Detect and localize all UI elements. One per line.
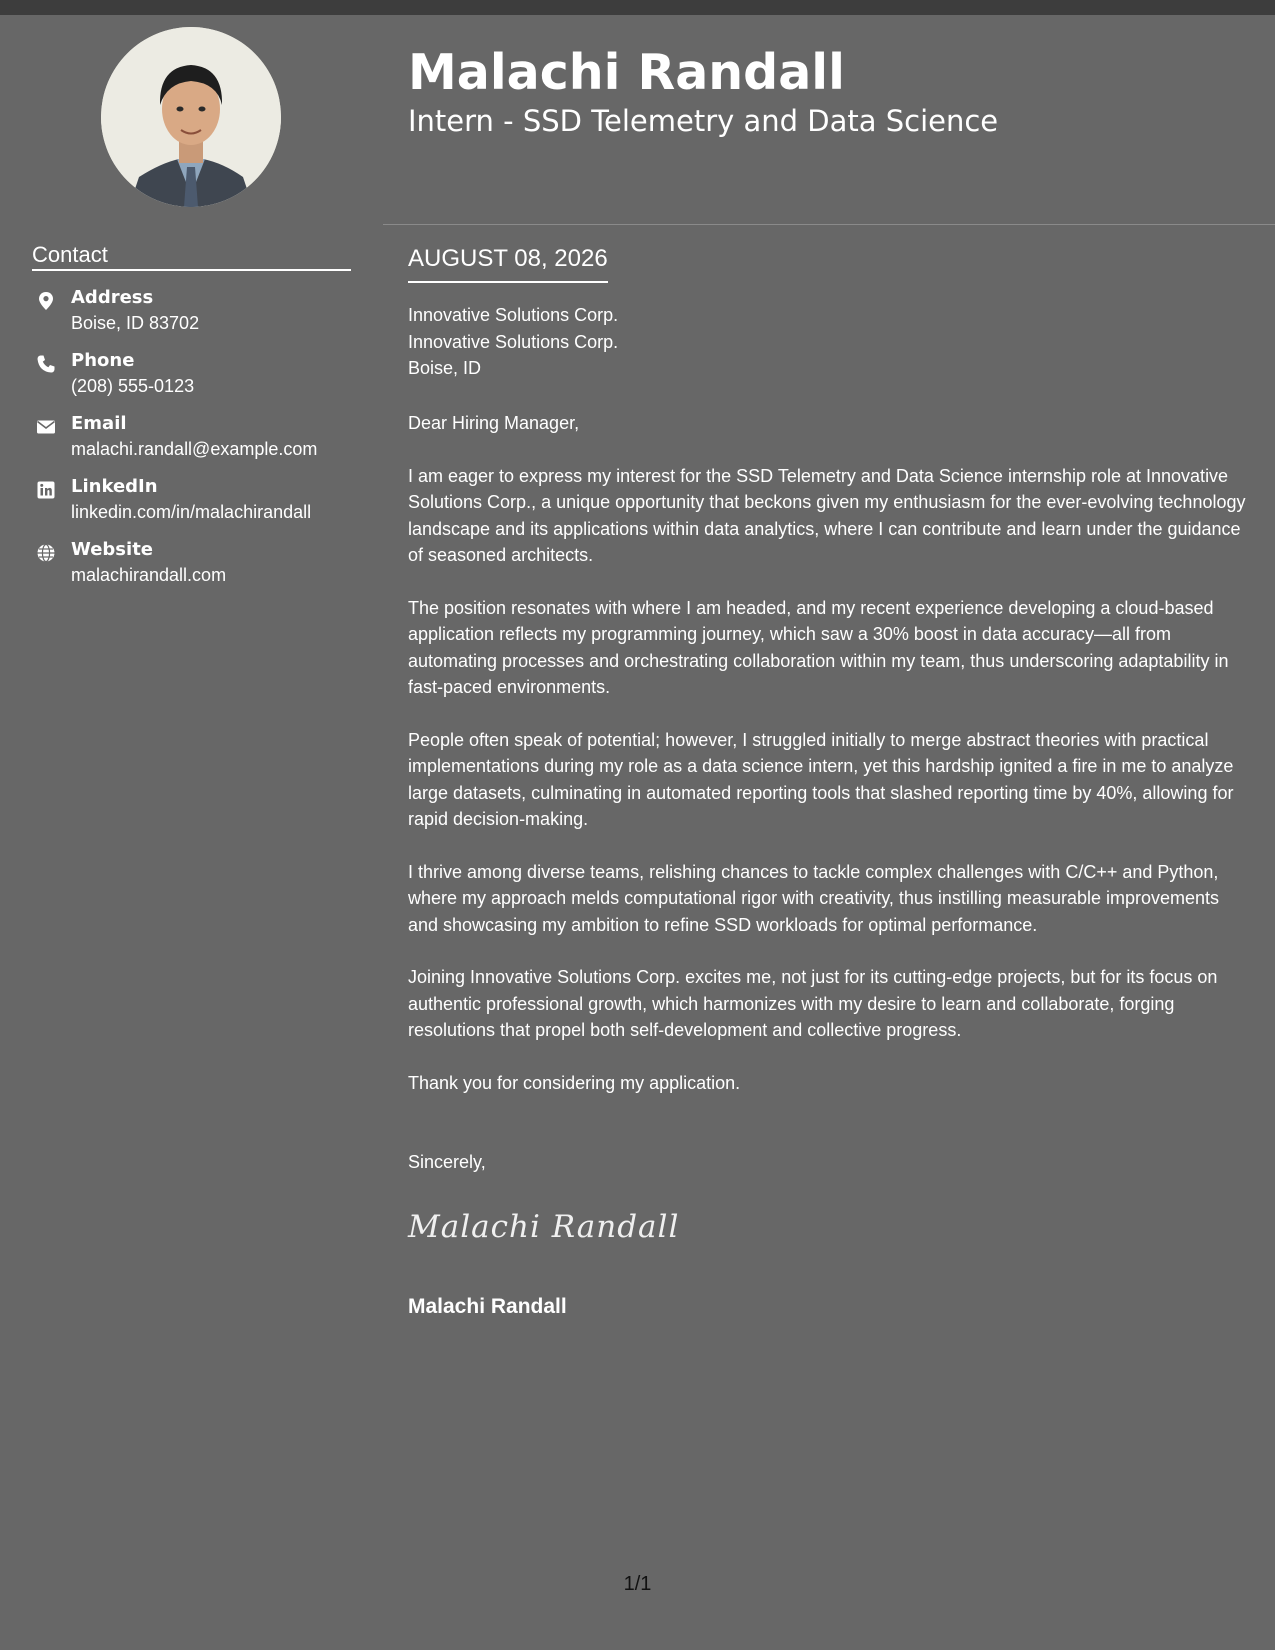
location-pin-icon bbox=[36, 291, 56, 311]
header-divider bbox=[383, 224, 1275, 225]
contact-value[interactable]: malachi.randall@example.com bbox=[71, 439, 318, 459]
letter-paragraph: I am eager to express my interest for the SSD Telemetry and Data Science internship role at Innovative Solutions Corp., a unique opportunity that beckons given my enthusiasm for the ever-evolving technology landscape and its applications within data analytics, where I can contribute and learn under the guidance of seasoned architects. bbox=[408, 465, 1246, 565]
salutation: Dear Hiring Manager, bbox=[408, 413, 580, 433]
letter-date: AUGUST 08, 2026 bbox=[408, 240, 608, 283]
contact-value[interactable]: malachirandall.com bbox=[71, 565, 227, 585]
recipient-line: Boise, ID bbox=[408, 358, 482, 378]
contact-label: Phone bbox=[71, 350, 135, 371]
contact-label: LinkedIn bbox=[71, 476, 158, 497]
contact-heading: Contact bbox=[32, 238, 351, 271]
contact-value: Boise, ID 83702 bbox=[71, 313, 200, 333]
recipient-block bbox=[408, 302, 618, 382]
contact-label: Address bbox=[71, 287, 154, 308]
letter-paragraph: People often speak of potential; however, I struggled initially to merge abstract theories with practical implementations during my role as a data science intern, yet this hardship ignited a fire in me to analyze large datasets, culminating in automated reporting tools that slashed reporting time by 40%, allowing for rapid decision-making. bbox=[408, 729, 1234, 829]
recipient-line: Innovative Solutions Corp. bbox=[408, 331, 619, 352]
page-number: 1/1 bbox=[623, 1573, 652, 1595]
letter-paragraph: I thrive among diverse teams, relishing chances to tackle complex challenges with C/C++ and Python, where my approach melds computational rigor with creativity, thus instilling measurable improvements and showcasing my ambition to refine SSD workloads for optimal performance. bbox=[408, 861, 1220, 935]
linkedin-icon bbox=[36, 480, 56, 500]
top-bar bbox=[0, 0, 1275, 15]
signer-name: Malachi Randall bbox=[408, 1295, 567, 1318]
avatar bbox=[101, 27, 281, 207]
contact-label: Website bbox=[71, 539, 154, 560]
contact-website bbox=[32, 538, 352, 594]
closing: Sincerely, bbox=[408, 1152, 486, 1172]
contact-label: Email bbox=[71, 413, 127, 434]
contact-phone bbox=[32, 349, 352, 405]
envelope-icon bbox=[36, 417, 56, 437]
job-title: Intern - SSD Telemetry and Data Science bbox=[408, 104, 999, 138]
contact-value[interactable]: linkedin.com/in/malachirandall bbox=[71, 502, 312, 522]
contact-value: (208) 555-0123 bbox=[71, 376, 195, 396]
letter-paragraph: The position resonates with where I am headed, and my recent experience developing a cloud-based application reflects my programming journey, which saw a 30% boost in data accuracy—all from automating processes and orchestrating collaboration within my team, thus underscoring adaptability in fast-paced environments. bbox=[408, 597, 1229, 697]
letter-paragraph: Joining Innovative Solutions Corp. excites me, not just for its cutting-edge projects, but for its focus on authentic professional growth, which harmonizes with my desire to learn and collaborate, forging resolutions that propel both self-development and collective progress. bbox=[408, 967, 1218, 1040]
contact-email bbox=[32, 412, 352, 468]
phone-icon bbox=[36, 354, 56, 374]
globe-icon bbox=[36, 543, 56, 563]
contact-linkedin bbox=[32, 475, 352, 531]
letter-body bbox=[408, 410, 1248, 1122]
contact-address bbox=[32, 286, 352, 342]
handwritten-signature: Malachi Randall bbox=[408, 1209, 680, 1245]
applicant-name: Malachi Randall bbox=[408, 44, 845, 101]
letter-paragraph: Thank you for considering my application. bbox=[408, 1072, 741, 1093]
recipient-line: Innovative Solutions Corp. bbox=[408, 305, 619, 325]
